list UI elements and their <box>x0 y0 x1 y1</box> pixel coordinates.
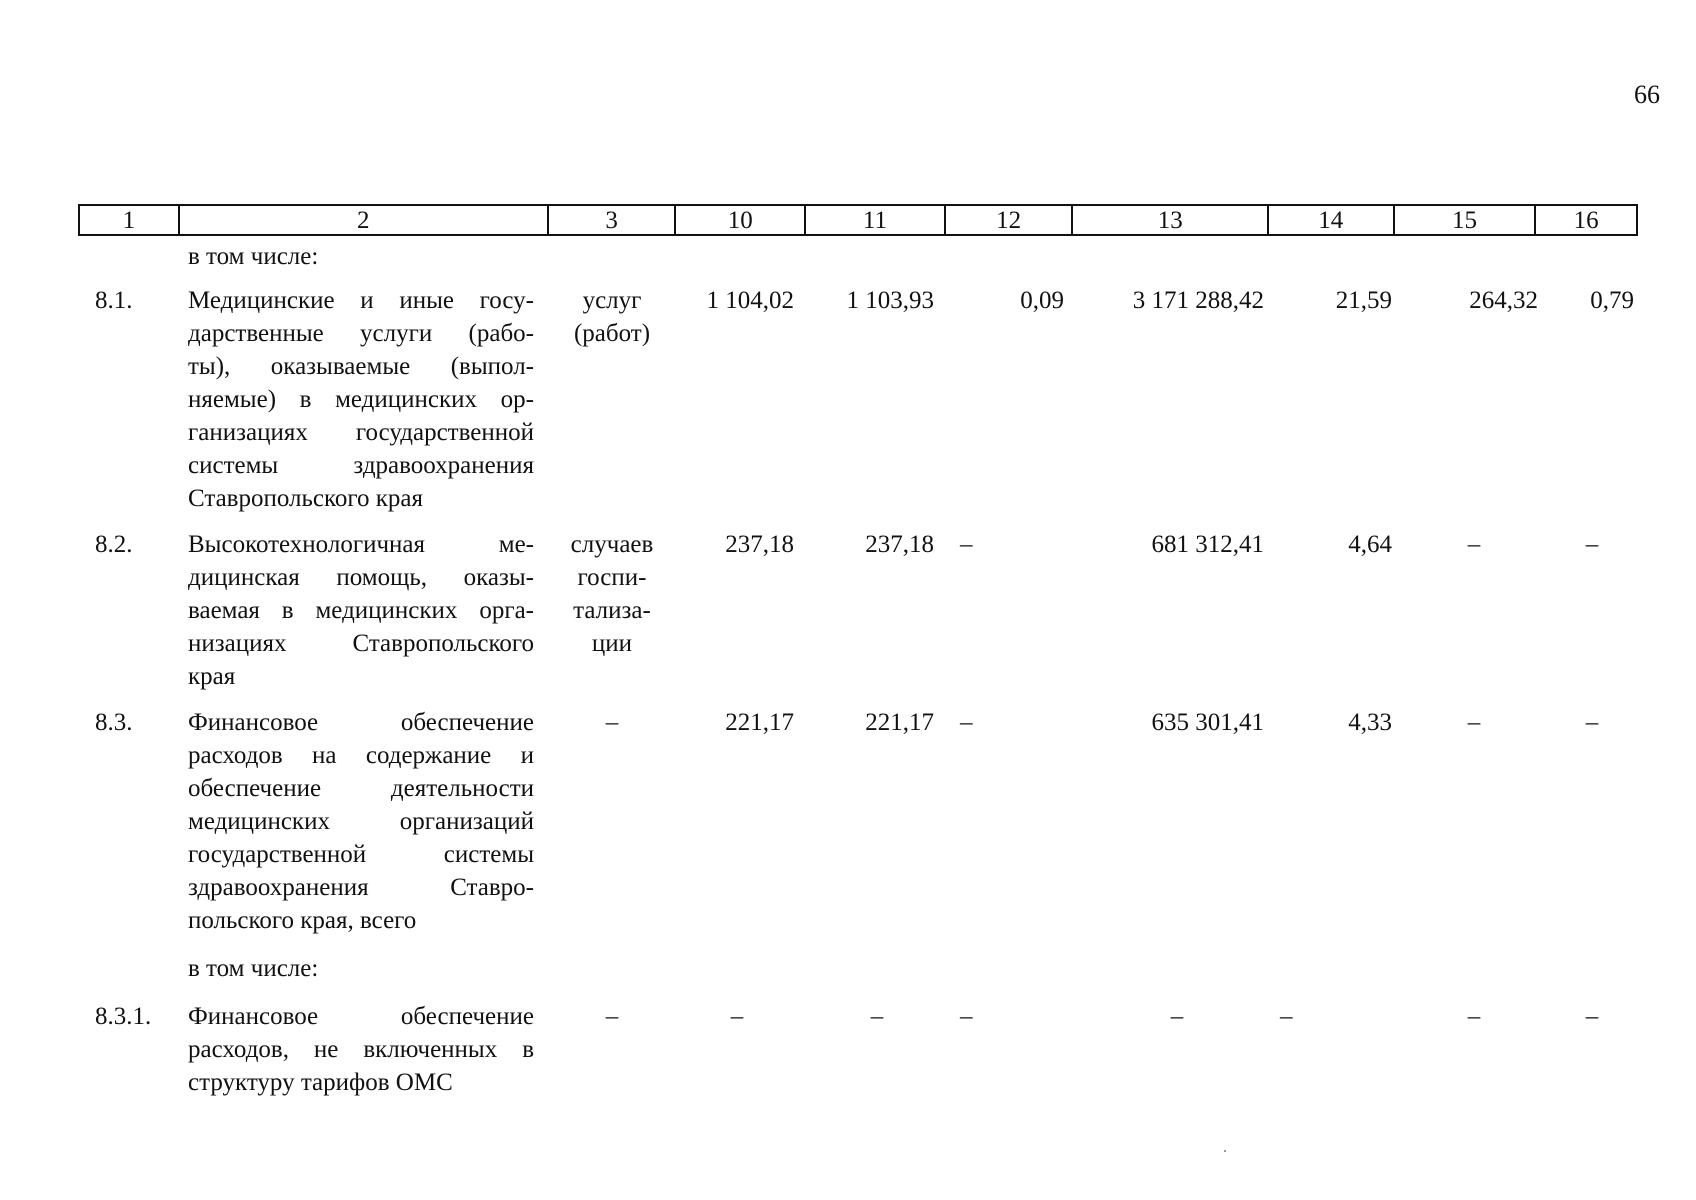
unit-line: – <box>605 709 619 736</box>
header-col-12: 12 <box>946 206 1074 234</box>
unit-line: услуг <box>582 287 642 314</box>
row-number: 8.3. <box>95 709 133 736</box>
page-number: 66 <box>1634 80 1660 109</box>
row-description <box>188 528 534 693</box>
intro-label: в том числе: <box>188 243 319 270</box>
cell-col-15: – <box>1467 1003 1481 1030</box>
cell-col-10: – <box>730 1003 744 1030</box>
desc-line: Высокотехнологичная ме- <box>188 531 534 558</box>
cell-col-11: – <box>870 1003 884 1030</box>
unit-line: случаев <box>570 531 654 558</box>
cell-col-16: 0,79 <box>1590 287 1634 314</box>
cell-col-14: 21,59 <box>1335 287 1392 314</box>
desc-line: дарственные услуги (рабо- <box>188 320 534 347</box>
cell-col-12: – <box>960 531 973 558</box>
row-unit <box>560 528 664 660</box>
header-col-1: 1 <box>80 206 180 234</box>
unit-line: ции <box>591 630 633 657</box>
cell-col-16: – <box>1585 709 1599 736</box>
desc-line: Медицинские и иные госу- <box>188 287 534 314</box>
unit-line: госпи- <box>577 564 647 591</box>
cell-col-12: 0,09 <box>1020 287 1064 314</box>
desc-line: государственной системы <box>188 841 534 868</box>
desc-line: низациях Ставропольского <box>188 630 534 657</box>
cell-col-11: 237,18 <box>865 531 934 558</box>
header-col-14: 14 <box>1269 206 1395 234</box>
desc-line: здравоохранения Ставро- <box>188 874 534 901</box>
desc-line: ваемая в медицинских орга- <box>188 597 534 624</box>
header-col-3: 3 <box>549 206 677 234</box>
cell-col-13: 635 301,41 <box>1151 709 1264 736</box>
row-description <box>188 284 534 515</box>
desc-line: няемые) в медицинских ор- <box>188 386 534 413</box>
header-col-11: 11 <box>806 206 946 234</box>
cell-col-13: 3 171 288,42 <box>1132 287 1264 314</box>
desc-line: ганизациях государственной <box>188 419 534 446</box>
cell-col-14: 4,64 <box>1348 531 1392 558</box>
scan-speck <box>1224 1150 1226 1152</box>
desc-line: Финансовое обеспечение <box>188 709 534 736</box>
cell-col-10: 237,18 <box>725 531 794 558</box>
cell-col-14: 4,33 <box>1348 709 1392 736</box>
cell-col-12: – <box>960 1003 973 1030</box>
cell-col-13: – <box>1170 1003 1184 1030</box>
cell-col-10: 221,17 <box>725 709 794 736</box>
cell-col-12: – <box>960 709 973 736</box>
unit-line: (работ) <box>573 320 651 347</box>
cell-col-16: – <box>1585 531 1599 558</box>
row-number: 8.3.1. <box>95 1003 152 1030</box>
header-col-2: 2 <box>180 206 549 234</box>
unit-line: – <box>605 1003 619 1030</box>
desc-line: польского края, всего <box>188 907 417 934</box>
row-unit <box>560 706 664 739</box>
desc-line: дицинская помощь, оказы- <box>188 564 534 591</box>
cell-col-15: – <box>1467 531 1481 558</box>
row-number: 8.2. <box>95 531 133 558</box>
row-unit <box>560 1000 664 1033</box>
row-unit <box>560 284 664 350</box>
desc-line: структуру тарифов ОМС <box>188 1069 453 1096</box>
desc-line: Финансовое обеспечение <box>188 1003 534 1030</box>
header-col-13: 13 <box>1073 206 1269 234</box>
cell-col-13: 681 312,41 <box>1151 531 1264 558</box>
cell-col-15: – <box>1467 709 1481 736</box>
row-number: 8.1. <box>95 287 133 314</box>
cell-col-15: 264,32 <box>1469 287 1538 314</box>
desc-line: медицинских организаций <box>188 808 534 835</box>
desc-line: расходов на содержание и <box>188 742 534 769</box>
desc-line: расходов, не включенных в <box>188 1036 534 1063</box>
cell-col-11: 1 103,93 <box>846 287 934 314</box>
row-description <box>188 1000 534 1099</box>
row-description <box>188 706 534 937</box>
desc-line: края <box>188 663 236 690</box>
header-col-15: 15 <box>1395 206 1537 234</box>
desc-line: Ставропольского края <box>188 485 423 512</box>
desc-line: обеспечение деятельности <box>188 775 534 802</box>
unit-line: тализа- <box>573 597 651 624</box>
header-col-16: 16 <box>1573 207 1599 234</box>
cell-col-14: – <box>1280 1003 1293 1030</box>
sub-label: в том числе: <box>188 955 319 982</box>
desc-line: ты), оказываемые (выпол- <box>188 353 534 380</box>
cell-col-10: 1 104,02 <box>706 287 794 314</box>
desc-line: системы здравоохранения <box>188 452 534 479</box>
table-header-row <box>78 204 1638 236</box>
header-col-10: 10 <box>676 206 806 234</box>
cell-col-11: 221,17 <box>865 709 934 736</box>
cell-col-16: – <box>1585 1003 1599 1030</box>
